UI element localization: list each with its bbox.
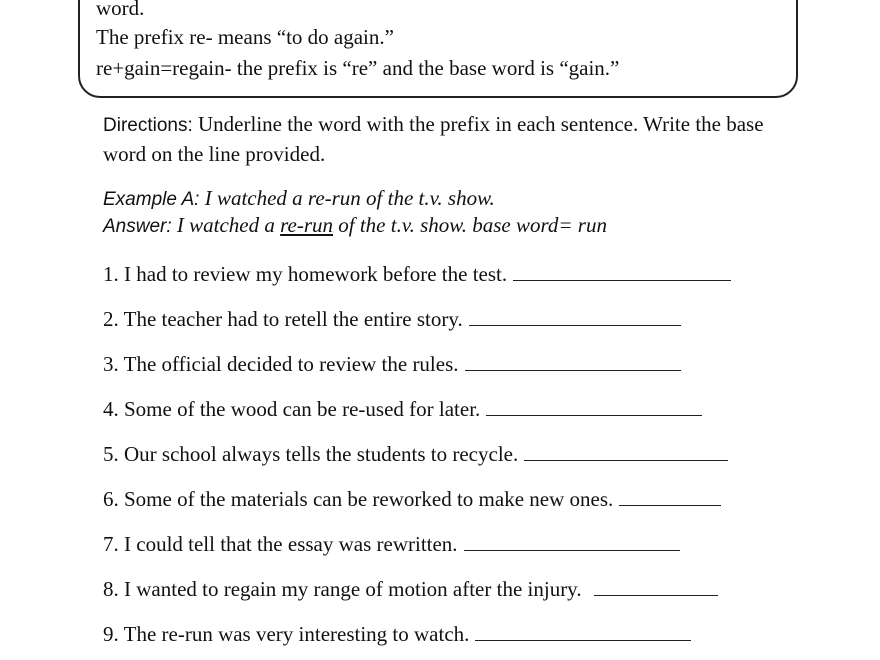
directions-text: Underline the word with the prefix in each sentence. Write the base word on the line provided. [103, 112, 764, 166]
answer-blank[interactable] [594, 577, 718, 596]
question-7 [103, 532, 680, 556]
answer-blank[interactable] [524, 442, 728, 461]
question-text: 1. I had to review my homework before the test. [103, 262, 508, 286]
question-text: 3. The official decided to review the rules. [103, 352, 459, 376]
answer-text-after: of the t.v. show. base word= run [333, 213, 607, 237]
answer-blank[interactable] [465, 352, 681, 371]
question-2 [103, 307, 681, 331]
info-box-line-word: word. [96, 0, 145, 20]
example-sentence: I watched a re-run of the t.v. show. [199, 186, 495, 210]
info-box [78, 0, 798, 98]
answer-line [103, 213, 607, 239]
question-4 [103, 397, 702, 421]
question-text: 5. Our school always tells the students to recycle. [103, 442, 519, 466]
question-text: 2. The teacher had to retell the entire story. [103, 307, 463, 331]
question-1 [103, 262, 731, 286]
question-9 [103, 622, 691, 646]
answer-blank[interactable] [464, 532, 680, 551]
answer-blank[interactable] [486, 397, 702, 416]
answer-text-before: I watched a [171, 213, 281, 237]
question-5 [103, 442, 728, 466]
directions-paragraph [103, 110, 793, 168]
question-text: 8. I wanted to regain my range of motion after the injury. [103, 577, 582, 601]
answer-blank[interactable] [619, 487, 721, 506]
info-box-prefix-meaning: The prefix re- means “to do again.” [96, 25, 394, 49]
answer-blank[interactable] [469, 307, 681, 326]
question-text: 7. I could tell that the essay was rewritten. [103, 532, 458, 556]
question-text: 4. Some of the wood can be re-used for later. [103, 397, 481, 421]
question-8 [103, 577, 718, 601]
answer-blank[interactable] [513, 262, 731, 281]
question-6 [103, 487, 721, 511]
info-box-example: re+gain=regain- the prefix is “re” and the base word is “gain.” [96, 56, 620, 80]
directions-label: Directions: [103, 115, 193, 136]
question-3 [103, 352, 681, 376]
question-text: 9. The re-run was very interesting to watch. [103, 622, 470, 646]
answer-blank[interactable] [475, 622, 691, 641]
example-label: Example A: [103, 189, 200, 210]
question-text: 6. Some of the materials can be reworked to make new ones. [103, 487, 614, 511]
example-line [103, 186, 495, 212]
answer-label: Answer: [103, 216, 172, 237]
answer-underlined-word: re-run [280, 213, 334, 237]
